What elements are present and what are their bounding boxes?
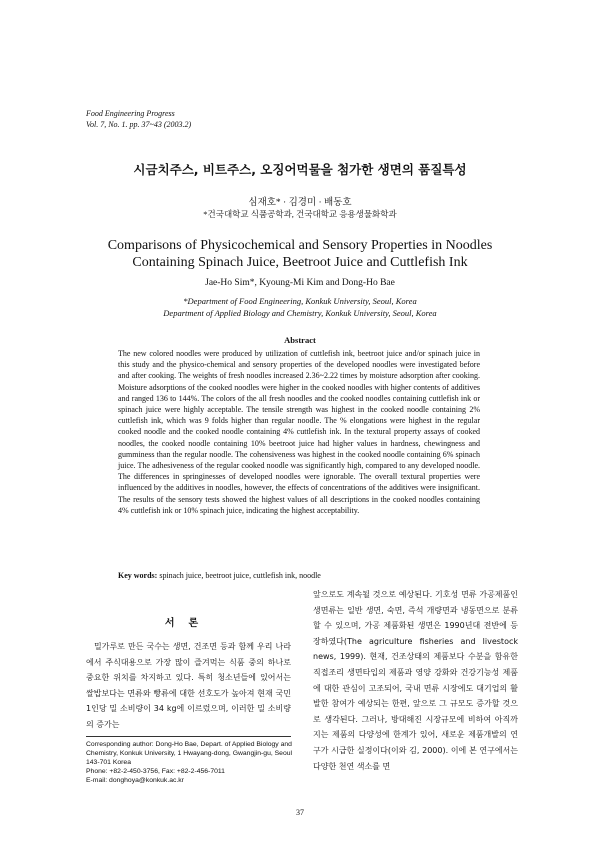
journal-header bbox=[86, 108, 191, 130]
english-affiliation-line-2: Department of Applied Biology and Chemistry, Konkuk University, Seoul, Korea bbox=[163, 308, 437, 318]
footnote-line-1: Corresponding author: Dong-Ho Bae, Depart. of Applied Biology and Chemistry, Konkuk University, 1 Hwayang-dong, Gwangjin-gu, Seoul 143-701 Korea bbox=[86, 741, 293, 766]
english-affiliation bbox=[0, 295, 600, 319]
english-title-line-1: Comparisons of Physicochemical and Sensory Properties in Noodles bbox=[107, 238, 493, 253]
introduction-right-text: 앞으로도 계속될 것으로 예상된다. 기호성 면류 가공제품인 생면류는 일반 생면, 숙면, 즉석 개량면과 냉동면으로 분류할 수 있으며, 가공 제품화된 생면은 1990년대 전반에 등장하였다(The agriculture fisheries and livestock news, 1999). 현재, 건조상태의 제품보다 수분을 함유한 직접조리 생면타입의 제품과 영양 강화와 건강기능성 제품에 대한 관심이 고조되어, 국내 면류 시장에도 대기업의 활발한 참여가 예상되는 한편, 앞으로 그 규모도 증가할 것으로 생각된다. 그러나, 방대해진 시장규모에 비하여 아직까지는 제품의 다양성에 한계가 있어, 새로운 제품개발의 연구가 시급한 실정이다(이와 김, 2000). 이에 본 연구에서는 다양한 천연 색소를 면 bbox=[313, 590, 518, 771]
journal-volume: Vol. 7, No. 1. pp. 37~43 (2003.2) bbox=[86, 120, 192, 129]
footnote-line-2: Phone: +82-2-450-3756, Fax: +82-2-456-7011 bbox=[86, 768, 225, 775]
english-authors: Jae-Ho Sim*, Kyoung-Mi Kim and Dong-Ho Bae bbox=[205, 278, 395, 288]
corresponding-author-footnote bbox=[86, 740, 294, 785]
journal-name: Food Engineering Progress bbox=[86, 109, 175, 118]
korean-authors: 심재호* · 김경미 · 배동호 bbox=[248, 198, 352, 208]
english-title-line-2: Containing Spinach Juice, Beetroot Juice and Cuttlefish Ink bbox=[132, 255, 468, 270]
english-affiliation-line-1: *Department of Food Engineering, Konkuk University, Seoul, Korea bbox=[183, 296, 417, 306]
keywords bbox=[118, 571, 480, 580]
keywords-text: spinach juice, beetroot juice, cuttlefish ink, noodle bbox=[159, 571, 321, 580]
footnote-divider bbox=[86, 736, 291, 737]
korean-title: 시금치주스, 비트주스, 오징어먹물을 첨가한 생면의 품질특성 bbox=[133, 162, 467, 177]
keywords-label: Key words: bbox=[118, 571, 158, 580]
abstract-text: The new colored noodles were produced by utilization of cuttlefish ink, beetroot juice and/or spinach juice in this study and the physico-chemical and sensory properties of the developed noodles were investigated before and after cooking. The weights of fresh noodles increased 2.36~2.22 times by moisture adsorption after cooking. Moisture adsorptions of the cooked noodles were higher in the cooked noodles with higher contents of additives and ranged 136 to 144%. The colors of the all fresh noodles and the cooked noodles containing cuttlefish ink or spinach juice were highly acceptable. The tensile strength was highest in the cooked noodle containing 2% cuttlefish ink, which was 9 folds higher than regular noodle. The % elongations were highest in the regular cooked noodle and the cooked noodle containing 4% cuttlefish ink. In the textural property assays of cooked noodles, the cooked noodle containing 10% beetroot juice had higher values in hardness, chewingness and gumminess than the regular noodle. The cohensiveness was highest in the cooked noodle containing 6% spinach juice. The adhesiveness of the regular cooked noodle was significantly high, compared to any developed noodle. The differences in springinesses of developed noodles were ignorable. The overall textural properties were influenced by the additives in noodles, however, the effects of concentrations of the additives were insignificant. The results of the sensory tests showed the highest values of all descriptions in the cooked noodles containing 4% cuttlefish ink or 10% spinach juice, indicating the highest acceptability. bbox=[118, 349, 480, 515]
footnote-line-3: E-mail: donghoya@konkuk.ac.kr bbox=[86, 777, 184, 784]
introduction-heading: 서론 bbox=[164, 618, 213, 629]
abstract-heading: Abstract bbox=[284, 335, 316, 345]
introduction-left-text: 밀가루로 만든 국수는 생면, 건조면 등과 함께 우리 나라에서 주식대용으로 가장 많이 즐겨먹는 식품 중의 하나로 중요한 위치를 차지하고 있다. 특히 청소년들에 있어서는 쌀밥보다는 면류와 빵류에 대한 선호도가 높아져 현재 국민 1인당 밀 소비량이 34 kg에 이르렀으며, 이러한 밀 소비량의 증가는 bbox=[86, 642, 291, 729]
right-column bbox=[313, 587, 518, 774]
korean-affiliation: *건국대학교 식품공학과, 건국대학교 응용생물화학과 bbox=[203, 209, 397, 219]
left-column bbox=[86, 614, 291, 733]
page-number: 37 bbox=[296, 808, 304, 817]
english-title bbox=[0, 237, 600, 271]
